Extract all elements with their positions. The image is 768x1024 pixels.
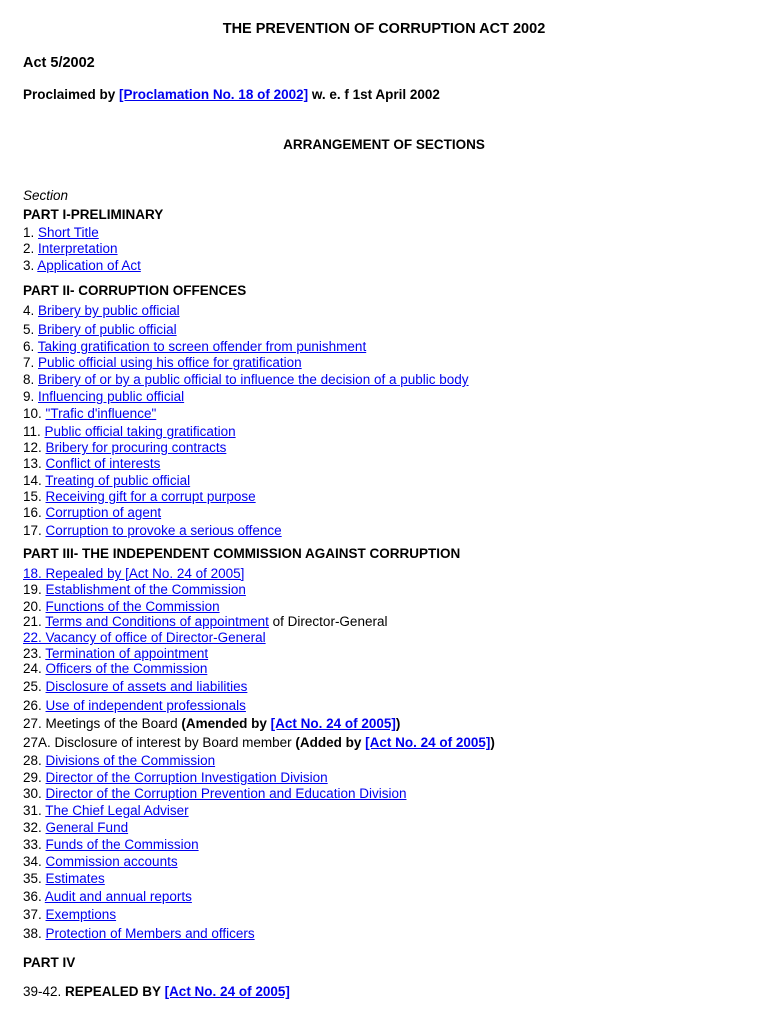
toc-row <box>23 837 199 852</box>
section-link[interactable]: Conflict of interests <box>45 456 161 471</box>
page-title: THE PREVENTION OF CORRUPTION ACT 2002 <box>222 21 546 37</box>
arrangement-heading: ARRANGEMENT OF SECTIONS <box>283 137 485 152</box>
part2-heading: PART II- CORRUPTION OFFENCES <box>23 283 247 298</box>
toc-row <box>23 871 105 886</box>
toc-row <box>23 322 177 337</box>
section-number: 19. <box>23 582 46 597</box>
section-link[interactable]: Bribery by public official <box>38 303 180 318</box>
section-link[interactable]: Interpretation <box>38 241 118 256</box>
section-link[interactable]: General Fund <box>45 820 129 835</box>
toc-row <box>23 786 406 801</box>
section-link[interactable]: 22. Vacancy of office of Director-General <box>23 630 266 645</box>
section-number: 17. <box>23 523 46 538</box>
section-link[interactable]: Bribery of public official <box>38 322 177 337</box>
section-link[interactable]: Terms and Conditions of appointment <box>45 614 269 629</box>
section-text: 27A. Disclosure of interest by Board member <box>23 735 296 750</box>
toc-row <box>23 803 189 818</box>
toc-row <box>23 889 192 904</box>
section-number: 16. <box>23 505 46 520</box>
section-number: 11. <box>23 424 45 439</box>
toc-row <box>23 389 184 404</box>
close-paren: ) <box>490 735 495 750</box>
section-link[interactable]: Short Title <box>38 225 99 240</box>
toc-row <box>23 473 190 488</box>
toc-row <box>23 661 207 676</box>
toc-row <box>23 225 99 240</box>
amendment-link[interactable]: [Act No. 24 of 2005] <box>365 735 491 750</box>
act-number: Act 5/2002 <box>23 55 95 71</box>
section-number: 37. <box>23 907 46 922</box>
section-link[interactable]: Audit and annual reports <box>44 889 192 904</box>
toc-row <box>23 440 226 455</box>
section-number: 26. <box>23 698 46 713</box>
section-link[interactable]: Disclosure of assets and liabilities <box>45 679 248 694</box>
section-link[interactable]: Director of the Corruption Investigation Division <box>45 770 328 785</box>
toc-row <box>23 424 236 439</box>
section-number: 29. <box>23 770 46 785</box>
toc-row <box>23 984 290 999</box>
section-number: 8. <box>23 372 39 387</box>
toc-row <box>23 907 116 922</box>
section-number: 24. <box>23 661 46 676</box>
added-note: (Added by <box>295 735 366 750</box>
section-link[interactable]: Protection of Members and officers <box>45 926 255 941</box>
toc-row <box>23 456 160 471</box>
section-number: 23. <box>23 646 46 661</box>
section-number: 38. <box>23 926 46 941</box>
toc-row <box>23 926 255 941</box>
toc-row <box>23 566 244 581</box>
toc-row <box>23 258 141 273</box>
section-number: 34. <box>23 854 46 869</box>
toc-row <box>23 854 178 869</box>
section-text: 27. Meetings of the Board <box>23 716 182 731</box>
part3-heading: PART III- THE INDEPENDENT COMMISSION AGAINST CORRUPTION <box>23 546 461 561</box>
section-link[interactable]: Commission accounts <box>45 854 178 869</box>
amended-note: (Amended by <box>181 716 271 731</box>
toc-row <box>23 599 220 614</box>
part4-heading: PART IV <box>23 955 76 970</box>
section-number: 2. <box>23 241 39 256</box>
section-number: 31. <box>23 803 46 818</box>
toc-row <box>23 820 128 835</box>
toc-row <box>23 406 156 421</box>
toc-row <box>23 372 469 387</box>
section-label: Section <box>23 188 69 203</box>
section-number: 4. <box>23 303 39 318</box>
toc-row <box>23 698 246 713</box>
section-number: 28. <box>23 753 46 768</box>
amendment-link[interactable]: [Act No. 24 of 2005] <box>164 984 290 999</box>
section-link[interactable]: Use of independent professionals <box>45 698 246 713</box>
section-link[interactable]: Taking gratification to screen offender from punishment <box>37 339 367 354</box>
section-link[interactable]: Influencing public official <box>38 389 185 404</box>
repealed-note: REPEALED BY <box>65 984 165 999</box>
section-number: 21. <box>23 614 46 629</box>
toc-row <box>23 679 247 694</box>
toc-row <box>23 735 495 750</box>
section-number: 10. <box>23 406 46 421</box>
section-link[interactable]: Bribery of or by a public official to influence the decision of a public body <box>38 372 469 387</box>
proclamation-line <box>23 87 440 102</box>
section-number: 32. <box>23 820 46 835</box>
section-number: 13. <box>23 456 46 471</box>
proclaimed-prefix: Proclaimed by <box>23 87 120 102</box>
section-number: 6. <box>23 339 38 354</box>
section-number: 35. <box>23 871 46 886</box>
toc-row <box>23 505 161 520</box>
section-tail: of Director-General <box>268 614 388 629</box>
section-link[interactable]: Officers of the Commission <box>45 661 208 676</box>
section-number: 9. <box>23 389 39 404</box>
amendment-link[interactable]: [Act No. 24 of 2005] <box>270 716 396 731</box>
section-number: 12. <box>23 440 46 455</box>
section-number: 36. <box>23 889 45 904</box>
toc-row <box>23 770 328 785</box>
proclamation-link[interactable]: [Proclamation No. 18 of 2002] <box>119 87 309 102</box>
toc-row <box>23 614 387 629</box>
section-number: 7. <box>23 355 39 370</box>
section-link[interactable]: Public official using his office for gratification <box>38 355 302 370</box>
section-link[interactable]: Application of Act <box>37 258 141 273</box>
section-number: 5. <box>23 322 39 337</box>
section-number: 20. <box>23 599 46 614</box>
section-number: 14. <box>23 473 46 488</box>
section-link[interactable]: "Trafic d'influence" <box>45 406 157 421</box>
section-link[interactable]: Estimates <box>45 871 105 886</box>
section-link[interactable]: Director of the Corruption Prevention and Education Division <box>45 786 407 801</box>
toc-row <box>23 489 256 504</box>
section-number: 30. <box>23 786 46 801</box>
section-link[interactable]: Functions of the Commission <box>45 599 220 614</box>
section-link[interactable]: Funds of the Commission <box>45 837 199 852</box>
section-link[interactable]: 18. Repealed by [Act No. 24 of 2005] <box>23 566 245 581</box>
toc-row <box>23 646 208 661</box>
section-link[interactable]: Treating of public official <box>45 473 191 488</box>
section-link[interactable]: Establishment of the Commission <box>45 582 246 597</box>
section-link[interactable]: Corruption of agent <box>45 505 162 520</box>
section-number: 25. <box>23 679 46 694</box>
toc-row <box>23 753 215 768</box>
section-link[interactable]: Exemptions <box>45 907 117 922</box>
toc-row <box>23 303 180 318</box>
section-link[interactable]: Public official taking gratification <box>44 424 236 439</box>
section-number: 39-42. <box>23 984 66 999</box>
toc-row <box>23 523 282 538</box>
toc-row <box>23 241 118 256</box>
toc-row <box>23 716 400 731</box>
section-link[interactable]: Divisions of the Commission <box>45 753 216 768</box>
section-link[interactable]: Corruption to provoke a serious offence <box>45 523 282 538</box>
section-number: 3. <box>23 258 38 273</box>
part1-heading: PART I-PRELIMINARY <box>23 207 164 222</box>
section-link[interactable]: Receiving gift for a corrupt purpose <box>45 489 256 504</box>
toc-row <box>23 630 266 645</box>
section-link[interactable]: Termination of appointment <box>45 646 209 661</box>
section-link[interactable]: Bribery for procuring contracts <box>45 440 227 455</box>
section-number: 33. <box>23 837 46 852</box>
toc-row <box>23 339 366 354</box>
section-number: 15. <box>23 489 46 504</box>
section-number: 1. <box>23 225 39 240</box>
section-link[interactable]: The Chief Legal Adviser <box>45 803 189 818</box>
close-paren: ) <box>395 716 401 731</box>
proclaimed-suffix: w. e. f 1st April 2002 <box>308 87 440 102</box>
toc-row <box>23 355 302 370</box>
toc-row <box>23 582 246 597</box>
